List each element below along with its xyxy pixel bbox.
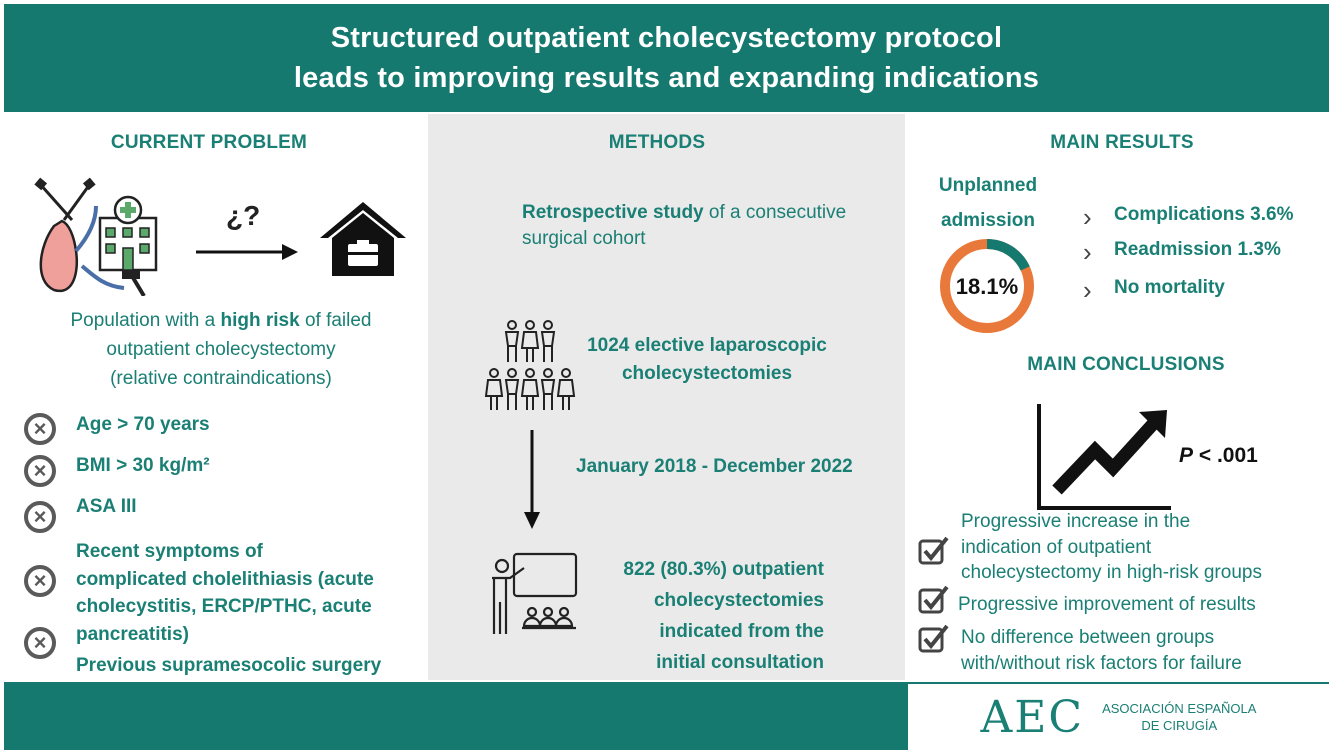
conclusion-increase — [961, 509, 1262, 586]
population-line-2: outpatient cholecystectomy — [106, 339, 336, 360]
arrow-right-icon — [196, 242, 300, 262]
outpatient-line-1: 822 (80.3%) outpatient — [623, 559, 824, 580]
risk-factor-recent-line-4: pancreatitis) — [76, 623, 189, 645]
population-description — [4, 306, 438, 393]
aec-logo-line-1: ASOCIACIÓN ESPAÑOLA — [1102, 701, 1257, 716]
title-line-1: Structured outpatient cholecystectomy protocol — [330, 22, 1003, 54]
study-line-2: surgical cohort — [522, 228, 646, 249]
population-line-3: (relative contraindications) — [110, 368, 332, 389]
unplanned-line-1: Unplanned — [938, 175, 1038, 196]
risk-factor-recent-symptoms — [76, 538, 374, 648]
outpatient-line-3: indicated from the — [659, 621, 824, 642]
conclusion-3-line-1: No difference between groups — [961, 627, 1215, 648]
results-panel — [907, 114, 1329, 680]
population-text-pre: Population with a — [70, 310, 221, 331]
current-problem-panel — [4, 114, 426, 680]
cohort-count-line-1: 1024 elective laparoscopic — [587, 335, 827, 356]
study-rest: of a consecutive — [703, 202, 847, 223]
teacher-presentation-icon — [484, 550, 580, 638]
unplanned-line-2: admission — [941, 210, 1035, 231]
risk-factor-recent-line-2: complicated cholelithiasis (acute — [76, 568, 374, 590]
result-complications: Complications 3.6% — [1114, 204, 1294, 225]
admission-donut-chart — [935, 234, 1039, 338]
study-bold: Retrospective study — [522, 202, 704, 223]
conclusion-1-line-3: cholecystectomy in high-risk groups — [961, 562, 1262, 583]
population-text-post: of failed — [299, 310, 372, 331]
chevron-right-icon: › — [1083, 202, 1092, 232]
house-icon — [318, 200, 408, 278]
unplanned-admission-label — [933, 168, 1043, 238]
title-line-2: leads to improving results and expanding indications — [293, 62, 1040, 94]
header-banner — [4, 4, 1329, 112]
trend-up-icon — [1033, 402, 1173, 514]
outpatient-result — [594, 554, 824, 678]
aec-logo-mark: AEC — [980, 691, 1085, 743]
risk-factor-asa: ASA III — [76, 496, 137, 517]
p-value: < .001 — [1193, 444, 1258, 467]
people-group-icon — [484, 320, 580, 412]
risk-factor-bmi: BMI > 30 kg/m² — [76, 455, 210, 476]
donut-value-label: 18.1% — [955, 274, 1019, 299]
p-value-label — [1179, 444, 1258, 468]
p-symbol: P — [1179, 444, 1194, 467]
outpatient-line-4: initial consultation — [656, 652, 824, 673]
conclusion-1-line-2: indication of outpatient — [961, 536, 1152, 558]
result-mortality: No mortality — [1114, 277, 1225, 298]
x-circle-icon: × — [24, 413, 56, 445]
risk-factor-recent-line-1: Recent symptoms of — [76, 541, 263, 562]
checkbox-icon — [917, 534, 951, 568]
aec-logo — [908, 684, 1329, 750]
conclusion-1-line-1: Progressive increase in the — [961, 511, 1191, 532]
cohort-count — [582, 332, 832, 388]
x-circle-icon: × — [24, 501, 56, 533]
result-readmission: Readmission 1.3% — [1114, 239, 1281, 260]
conclusion-3-line-2: with/without risk factors for failure — [961, 652, 1242, 674]
x-circle-icon: × — [24, 455, 56, 487]
main-conclusions-title: MAIN CONCLUSIONS — [1027, 354, 1225, 375]
checkbox-icon — [917, 583, 951, 617]
chevron-right-icon: › — [1083, 237, 1092, 267]
study-period: January 2018 - December 2022 — [576, 456, 853, 477]
risk-factor-age: Age > 70 years — [76, 414, 210, 435]
methods-title: METHODS — [608, 132, 706, 153]
aec-logo-line-2: DE CIRUGÍA — [1141, 718, 1218, 733]
study-description — [522, 200, 846, 252]
gallbladder-hospital-icon — [34, 176, 164, 296]
risk-factor-recent-line-3: cholecystitis, ERCP/PTHC, acute — [76, 596, 372, 617]
main-results-title: MAIN RESULTS — [1050, 132, 1194, 153]
checkbox-icon — [917, 622, 951, 656]
x-circle-icon: × — [24, 565, 56, 597]
x-circle-icon: × — [24, 627, 56, 659]
aec-logo-text — [1102, 700, 1256, 734]
current-problem-title: CURRENT PROBLEM — [110, 132, 308, 153]
methods-panel — [428, 114, 905, 680]
chevron-right-icon: › — [1083, 275, 1092, 305]
conclusion-no-difference — [961, 625, 1242, 676]
question-mark-label: ¿? — [226, 200, 261, 231]
arrow-down-icon — [522, 430, 542, 530]
outpatient-line-2: cholecystectomies — [653, 590, 824, 611]
risk-factor-previous-surgery: Previous supramesocolic surgery — [76, 655, 382, 676]
cohort-count-line-2: cholecystectomies — [621, 363, 793, 384]
conclusion-improvement: Progressive improvement of results — [958, 594, 1256, 615]
population-text-bold: high risk — [220, 310, 300, 331]
